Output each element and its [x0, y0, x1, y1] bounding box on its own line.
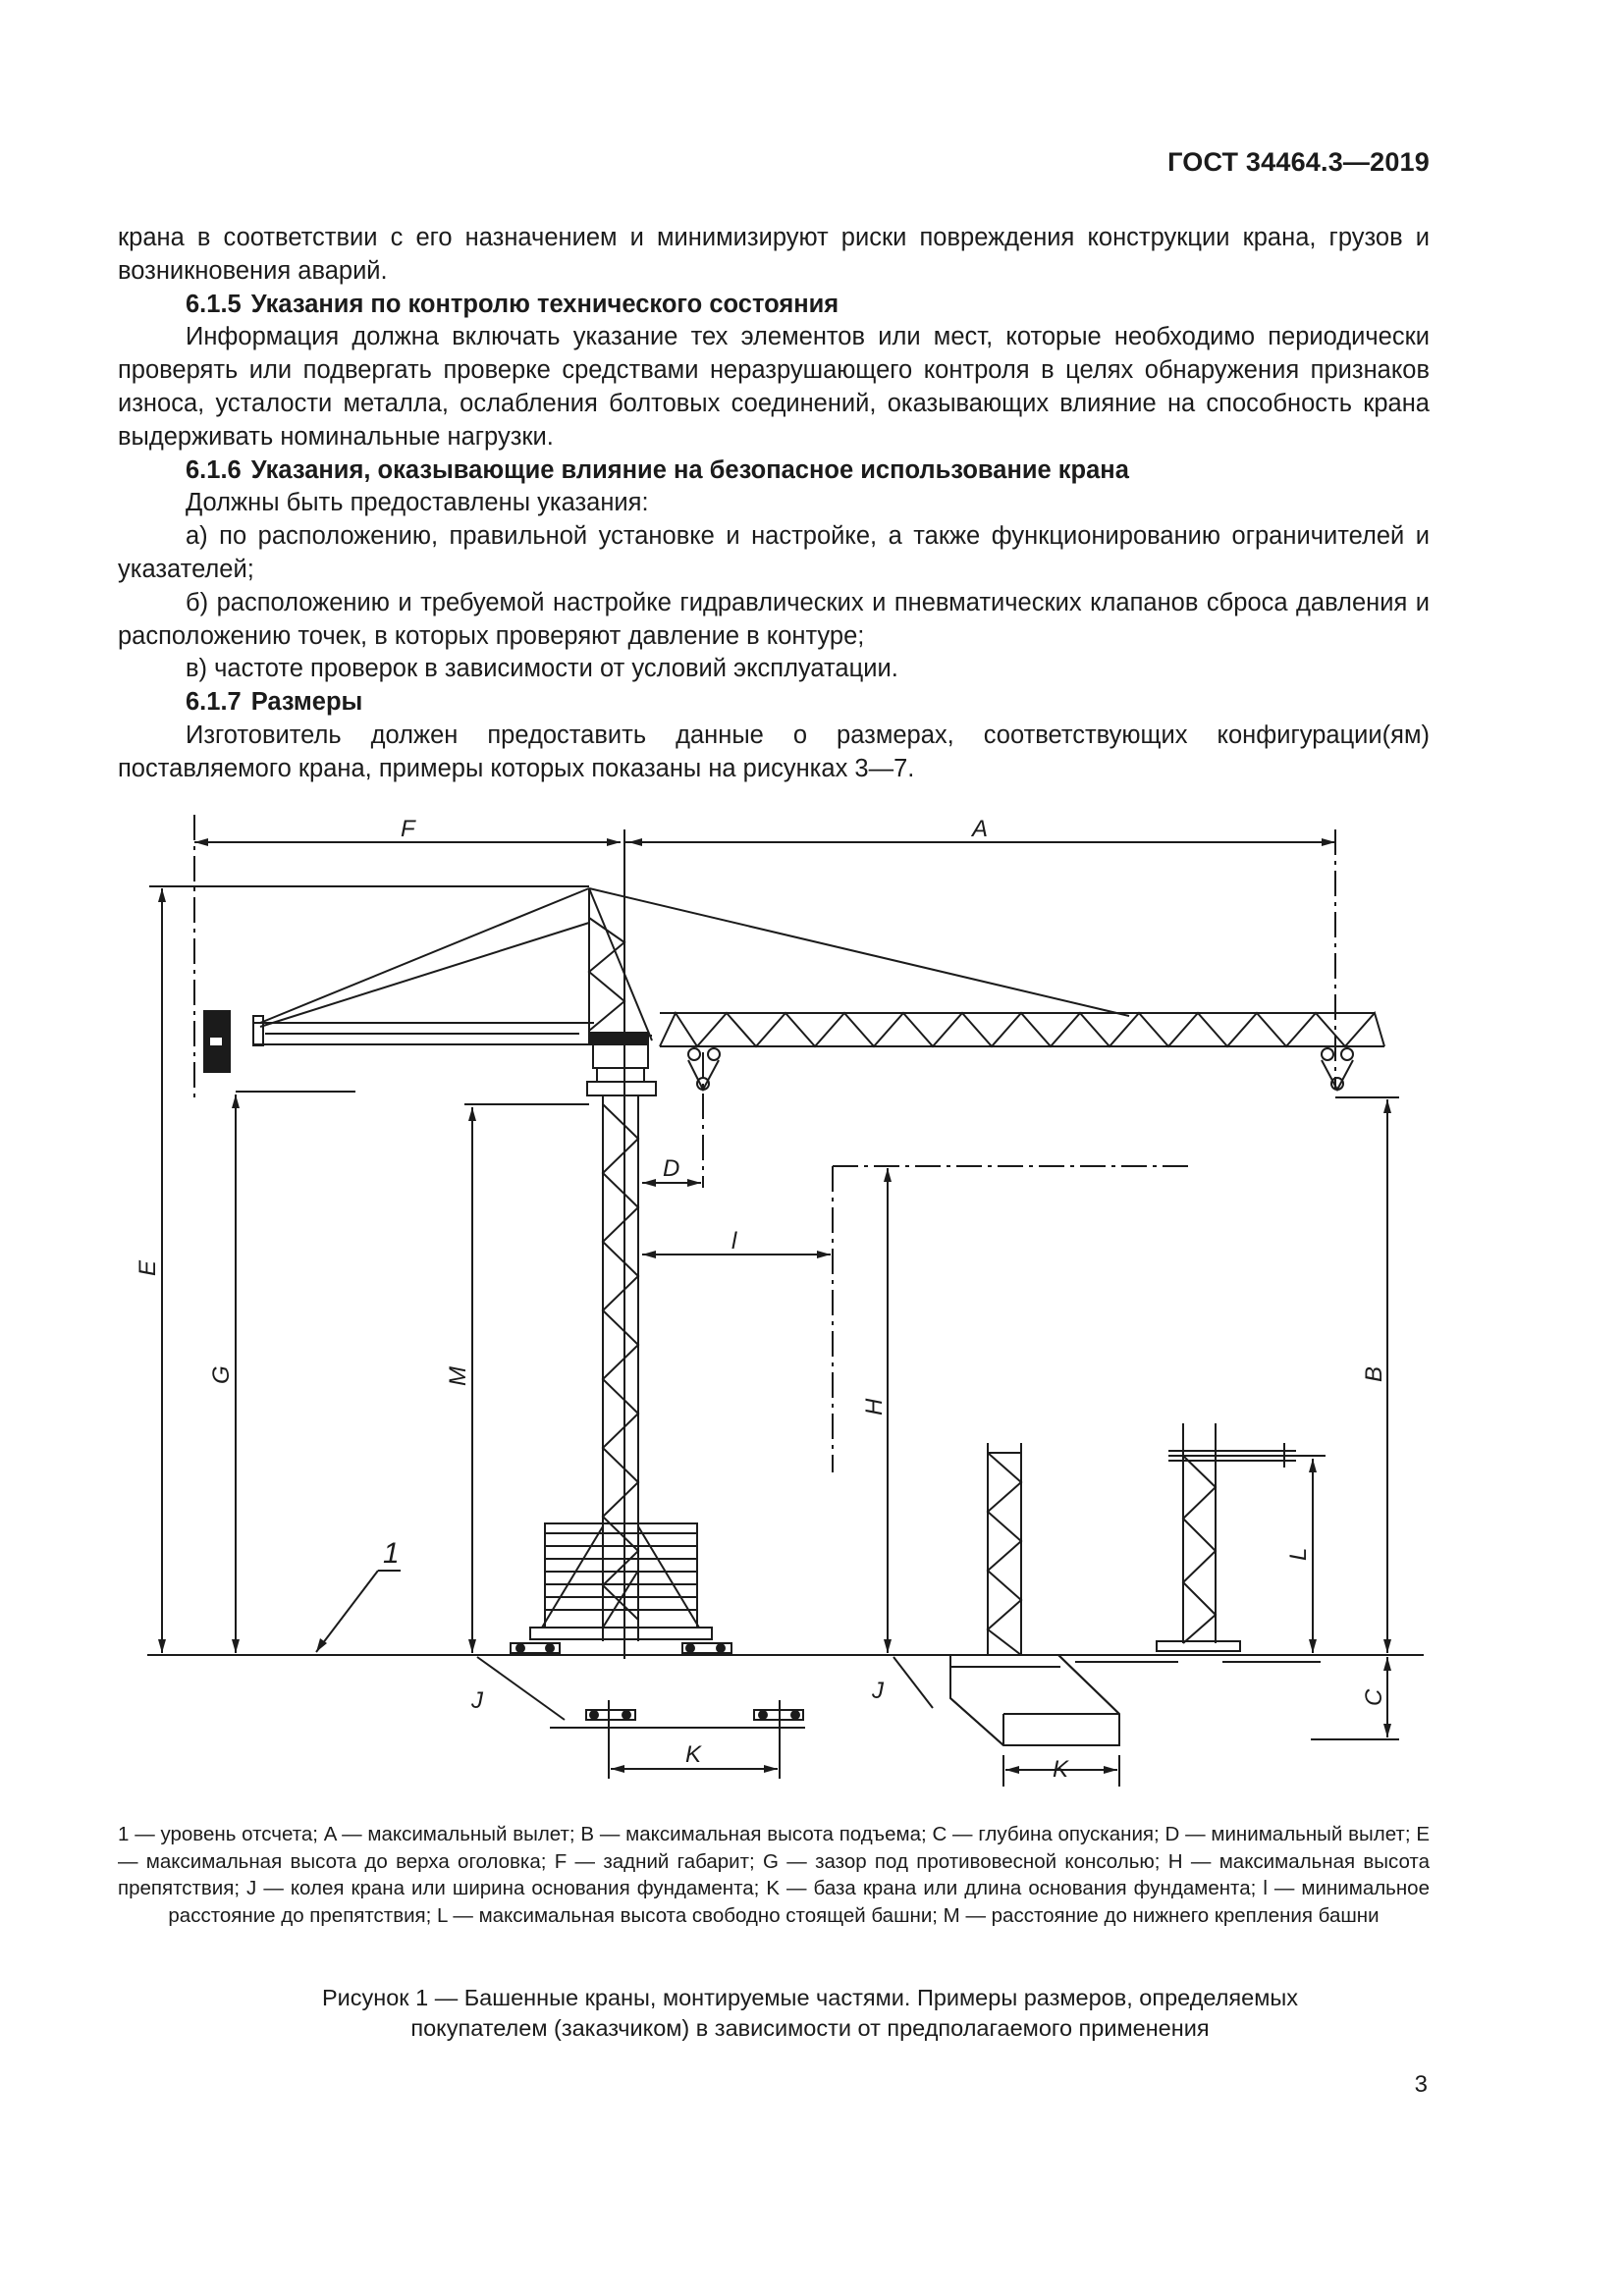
paragraph-3: Должны быть предоставлены указания: — [186, 489, 649, 517]
figure-caption: Рисунок 1 — Башенные краны, монтируемые частями. Примеры размеров, определяемых покупателем (заказчиком) в зависимости от предполагаемого применения — [321, 1985, 1299, 2041]
section-number: 6.1.7 — [186, 688, 242, 717]
page-number: 3 — [1414, 2071, 1428, 2098]
body-text — [118, 222, 1430, 786]
paragraph-2: Информация должна включать указание тех элементов или мест, которые необходимо периодически проверять или подвергать проверке средствами неразрушающего контроля в целях обнаружения признаков износа, усталости металла, ослабления болтовых соединений, оказывающих влияние на способность крана выдерживать номинальные нагрузки. — [118, 323, 1430, 451]
paragraph-4: Изготовитель должен предоставить данные о размерах, соответствующих конфигурации(ям) поставляемого крана, примеры которых показаны на рисунках 3—7. — [118, 721, 1430, 782]
label-j-right: J — [872, 1678, 884, 1704]
label-a: A — [972, 816, 989, 842]
label-b: B — [1361, 1365, 1387, 1382]
section-number: 6.1.6 — [186, 455, 242, 484]
label-j-left: J — [471, 1687, 483, 1714]
list-item-a: а) по расположению, правильной установке и настройке, а также функционированию ограничителей и указателей; — [118, 522, 1430, 583]
ballast — [545, 1523, 697, 1628]
label-c: C — [1361, 1688, 1387, 1706]
foundation-block — [950, 1655, 1119, 1745]
list-item-b: б) расположению и требуемой настройке гидравлических и пневматических клапанов сброса давления и расположению точек, в которых проверяют давление в контуре; — [118, 588, 1430, 650]
dim-j-left-line — [477, 1657, 565, 1720]
section-title: Указания, оказывающие влияние на безопасное использование крана — [250, 455, 1129, 484]
label-m: M — [445, 1366, 471, 1386]
base-frame — [530, 1628, 712, 1639]
section-title: Размеры — [250, 688, 363, 717]
mast-lacing — [603, 1104, 638, 1620]
crane-drawing — [0, 805, 1624, 1806]
counterjib-tie-2 — [260, 923, 589, 1027]
counterjib-tie-1 — [260, 888, 589, 1023]
label-reference-1: 1 — [383, 1537, 400, 1570]
label-l-small: l — [731, 1228, 737, 1255]
list-item-c: в) частоте проверок в зависимости от условий эксплуатации. — [186, 655, 898, 683]
jib-lacing — [660, 1013, 1384, 1046]
section-6-1-5-heading — [118, 289, 1430, 322]
crane-figure — [0, 805, 1624, 1811]
label-g: G — [208, 1365, 235, 1384]
ref-leader — [316, 1571, 378, 1652]
section-6-1-6-heading — [118, 454, 1430, 488]
label-k-left: K — [685, 1741, 702, 1768]
paragraph-1: крана в соответствии с его назначением и минимизируют риски повреждения конструкции крана, грузов и возникновения аварий. — [118, 224, 1430, 285]
figure-legend: 1 — уровень отсчета; A — максимальный вылет; B — максимальная высота подъема; C — глубина опускания; D — минимальный вылет; E — максимальная высота до верха оголовка; F — задний габарит; G — зазор под противовесной консолью; H — максимальная высота препятствия; J — колея крана или ширина основания фундамента; K — база крана или длина основания фундамента; l — минимальное расстояние до препятствия; L — максимальная высота свободно стоящей башни; M — расстояние до нижнего крепления башни — [118, 1823, 1430, 1927]
dim-j-right-line — [893, 1657, 933, 1708]
label-h: H — [861, 1398, 888, 1415]
section-number: 6.1.5 — [186, 290, 242, 318]
label-e: E — [135, 1259, 161, 1276]
label-k-right: K — [1053, 1756, 1069, 1783]
section-title: Указания по контролю технического состояния — [250, 290, 839, 318]
document-header: ГОСТ 34464.3—2019 — [1167, 147, 1430, 177]
jib-tie — [589, 888, 1129, 1016]
label-d: D — [663, 1155, 680, 1182]
section-6-1-7-heading — [118, 686, 1430, 720]
label-f: F — [401, 816, 415, 842]
label-l: L — [1285, 1547, 1312, 1561]
